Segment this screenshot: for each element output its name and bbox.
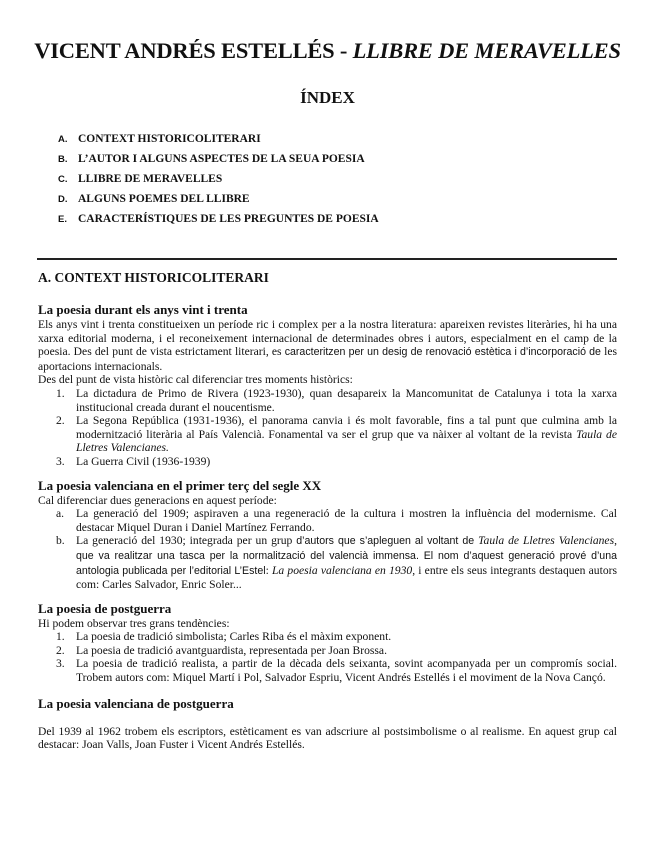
list-text: La Guerra Civil (1936-1939) bbox=[76, 454, 211, 468]
list-text-italic: Taula de Lletres Valencianes. bbox=[76, 427, 617, 455]
paragraph-text: les aportacions internacionals. bbox=[38, 345, 617, 373]
postwar-tendencies-list bbox=[38, 630, 617, 684]
section-a-heading: A. CONTEXT HISTORICOLITERARI bbox=[38, 270, 269, 285]
toc-label: LLIBRE DE MERAVELLES bbox=[78, 173, 223, 185]
paragraph-2: Des del punt de vista històric cal diferenciar tres moments històrics: bbox=[38, 373, 353, 387]
paragraph-3: Cal diferenciar dues generacions en aquest període: bbox=[38, 493, 277, 507]
list-item bbox=[38, 534, 617, 591]
historical-moments-list bbox=[38, 387, 617, 469]
list-item bbox=[38, 507, 617, 534]
list-number: 2. bbox=[56, 414, 65, 428]
list-text-italic: La poesia valenciana en 1930 bbox=[271, 563, 413, 577]
toc-item-a bbox=[58, 133, 618, 153]
section-a-content bbox=[38, 301, 617, 752]
document-title bbox=[0, 38, 655, 64]
index-heading: ÍNDEX bbox=[300, 88, 355, 107]
list-text: La poesia de tradició avantguardista, representada per Joan Brossa. bbox=[76, 643, 387, 657]
list-number: 1. bbox=[56, 630, 65, 644]
toc-letter: E. bbox=[58, 214, 67, 225]
toc-letter: C. bbox=[58, 174, 68, 185]
section-divider bbox=[37, 258, 617, 260]
paragraph-text-sans: caracteritzen per un desig de renovació estètica i d’incorporació de bbox=[284, 346, 601, 359]
list-letter: b. bbox=[56, 534, 65, 548]
subsection-heading-3: La poesia de postguerra bbox=[38, 600, 172, 616]
list-text-italic: Taula de Lletres Valencianes bbox=[478, 534, 615, 548]
list-text: La poesia de tradició simbolista; Carles Riba és el màxim exponent. bbox=[76, 630, 392, 644]
list-text: La dictadura de Primo de Rivera (1923-1930), quan desapareix la Mancomunitat de Catalunya i tota la xarxa institucional creada durant el noucentisme. bbox=[76, 386, 617, 414]
list-number: 2. bbox=[56, 643, 65, 657]
list-text: La Segona República (1931-1936), el panorama canvia i és molt favorable, fins a tal punt que culmina amb la modernització literària al País Valencià. Fonamental va ser el grup que va nàixer al voltant de la revista bbox=[76, 414, 617, 441]
list-text: La generació del 1930; integrada per un grup bbox=[76, 534, 297, 548]
list-text: : bbox=[265, 563, 272, 577]
list-text-sans: que va realitzar una tasca per la normalització del valencià immensa. El nom d’aquest generació prové d’una antologia publicada per l’editorial L’Estel bbox=[76, 549, 617, 577]
list-item bbox=[38, 644, 617, 658]
toc-label: L’AUTOR I ALGUNS ASPECTES DE LA SEUA POESIA bbox=[78, 153, 365, 165]
list-item bbox=[38, 387, 617, 414]
list-item bbox=[38, 455, 617, 469]
subsection-heading-4: La poesia valenciana de postguerra bbox=[38, 695, 234, 711]
list-item bbox=[38, 630, 617, 644]
subsection-heading-2: La poesia valenciana en el primer terç del segle XX bbox=[38, 477, 322, 493]
list-text: La generació del 1909; aspiraven a una regeneració de la cultura i mostren la influència del modernisme. Cal destacar Miquel Duran i Daniel Martínez Ferrando. bbox=[76, 507, 617, 534]
toc-item-c bbox=[58, 173, 618, 193]
paragraph-text: Els anys vint i trenta constitueixen un període ric i complex per a la nostra literatura: apareixen revistes literàries, hi ha una xarxa editorial moderna, i el reconeixement internacional de determinades obres i autors, especialment en el camp de la poesia. Des del punt de vista estrictament literari, es bbox=[38, 318, 617, 359]
list-text: , i entre els seus integrants destaquen autors com: Carles Salvador, Enric Soler... bbox=[76, 563, 617, 592]
toc-item-d bbox=[58, 193, 618, 213]
paragraph-5: Del 1939 al 1962 trobem els escriptors, estèticament es van adscriure al postsimbolisme o al realisme. En aquest grup cal destacar: Joan Valls, Joan Fuster i Vicent Andrés Estellés. bbox=[38, 724, 617, 752]
list-text: La poesia de tradició realista, a partir de la dècada dels seixanta, sovint acompanyada per un compromís social. Trobem autors com: Miquel Martí i Pol, Salvador Espriu, Vicent Andrés Estellés i el moviment de la Nova Cançó. bbox=[76, 657, 617, 685]
table-of-contents bbox=[58, 133, 618, 233]
toc-item-b bbox=[58, 153, 618, 173]
list-number: 3. bbox=[56, 454, 65, 468]
paragraph-4: Hi podem observar tres grans tendències: bbox=[38, 616, 230, 630]
list-item bbox=[38, 414, 617, 455]
title-main: VICENT ANDRÉS ESTELLÉS - bbox=[34, 38, 353, 63]
list-text: , bbox=[614, 534, 617, 548]
toc-letter: D. bbox=[58, 194, 68, 205]
toc-label: CARACTERÍSTIQUES DE LES PREGUNTES DE POESIA bbox=[78, 213, 379, 225]
list-text-sans: d’autors que s’apleguen al voltant de bbox=[296, 535, 479, 548]
list-number: 3. bbox=[56, 657, 65, 671]
generations-list bbox=[38, 507, 617, 592]
list-letter: a. bbox=[56, 507, 65, 521]
subsection-heading-1: La poesia durant els anys vint i trenta bbox=[38, 302, 248, 317]
toc-label: ALGUNS POEMES DEL LLIBRE bbox=[78, 193, 250, 205]
list-item bbox=[38, 657, 617, 684]
paragraph-1 bbox=[38, 318, 617, 373]
toc-letter: A. bbox=[58, 134, 68, 145]
toc-label: CONTEXT HISTORICOLITERARI bbox=[78, 133, 261, 145]
toc-item-e bbox=[58, 213, 618, 233]
toc-letter: B. bbox=[58, 154, 68, 165]
list-number: 1. bbox=[56, 386, 65, 400]
title-italic: LLIBRE DE MERAVELLES bbox=[352, 38, 621, 63]
